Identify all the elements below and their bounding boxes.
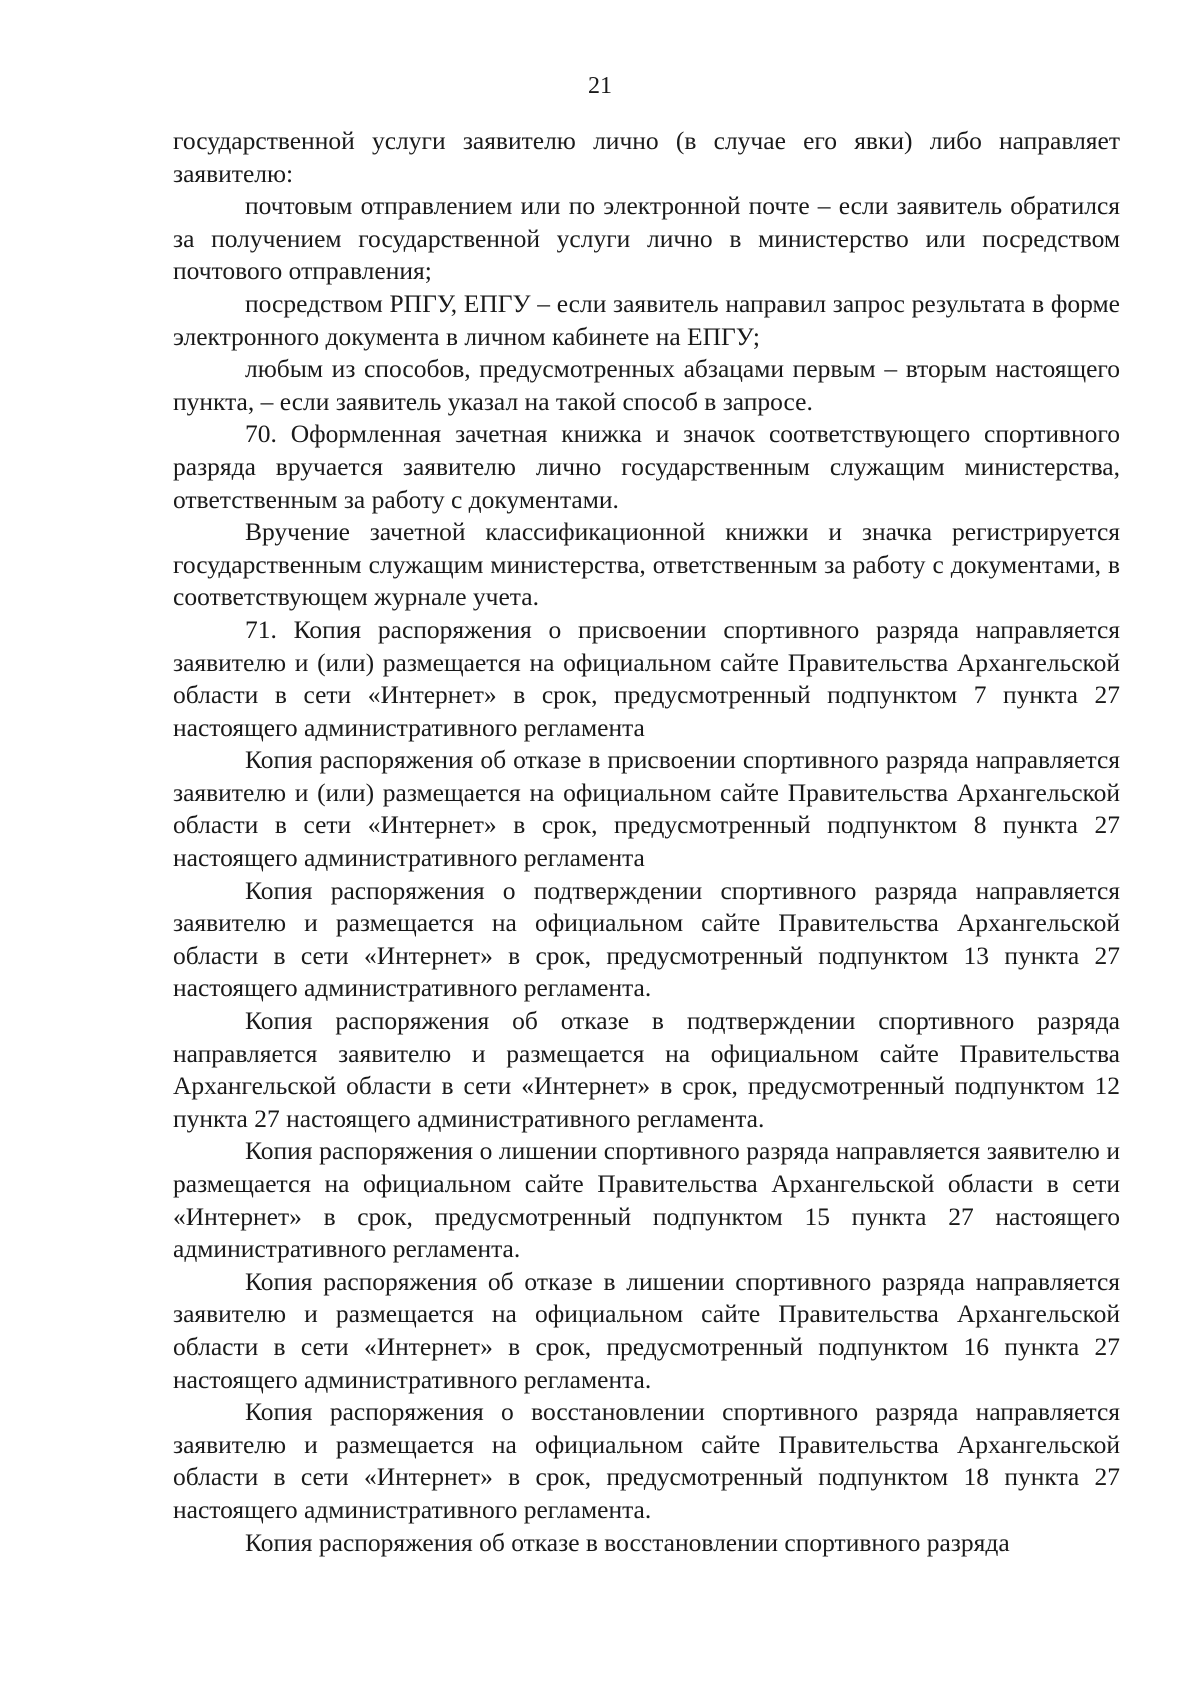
paragraph-refusal-deprivation: Копия распоряжения об отказе в лишении спортивного разряда направляется заявителю и размещается на официальном сайте Правительства Архангельской области в сети «Интернет» в срок, предусмотренный подпунктом 16 пункта 27 настоящего административного регламента. [173,1266,1120,1394]
paragraph-continuation: государственной услуги заявителю лично (в случае его явки) либо направляет заявителю: [173,126,1120,188]
paragraph-item-70: 70. Оформленная зачетная книжка и значок соответствующего спортивного разряда вручается заявителю лично государственным служащим министерства, ответственным за работу с документами. [173,419,1120,514]
paragraph-deprivation: Копия распоряжения о лишении спортивного разряда направляется заявителю и размещается на официальном сайте Правительства Архангельской области в сети «Интернет» в срок, предусмотренный подпунктом 15 пункта 27 настоящего административного регламента. [173,1136,1120,1264]
paragraph-handover-registration: Вручение зачетной классификационной книжки и значка регистрируется государственным служащим министерства, ответственным за работу с документами, в соответствующем журнале учета. [173,517,1120,612]
page-number: 21 [588,73,612,99]
paragraph-refusal-restoration: Копия распоряжения об отказе в восстановлении спортивного разряда [245,1527,1010,1557]
paragraph-confirmation: Копия распоряжения о подтверждении спортивного разряда направляется заявителю и размещается на официальном сайте Правительства Архангельской области в сети «Интернет» в срок, предусмотренный подпунктом 13 пункта 27 настоящего административного регламента. [173,875,1120,1003]
paragraph-item-71: 71. Копия распоряжения о присвоении спортивного разряда направляется заявителю и (или) размещается на официальном сайте Правительства Архангельской области в сети «Интернет» в срок, предусмотренный подпунктом 7 пункта 27 настоящего административного регламента [173,614,1120,742]
paragraph-postal-method: почтовым отправлением или по электронной почте – если заявитель обратился за получением государственной услуги лично в министерство или посредством почтового отправления; [173,191,1120,286]
paragraph-any-method: любым из способов, предусмотренных абзацами первым – вторым настоящего пункта, – если заявитель указал на такой способ в запросе. [173,354,1120,416]
paragraph-refusal-confirmation: Копия распоряжения об отказе в подтверждении спортивного разряда направляется заявителю и размещается на официальном сайте Правительства Архангельской области в сети «Интернет» в срок, предусмотренный подпунктом 12 пункта 27 настоящего административного регламента. [173,1006,1120,1133]
paragraph-rpgu-epgu-method: посредством РПГУ, ЕПГУ – если заявитель направил запрос результата в форме электронного документа в личном кабинете на ЕПГУ; [173,288,1120,351]
document-body [173,125,1120,1559]
paragraph-refusal-assignment: Копия распоряжения об отказе в присвоении спортивного разряда направляется заявителю и (или) размещается на официальном сайте Правительства Архангельской области в сети «Интернет» в срок, предусмотренный подпунктом 8 пункта 27 настоящего административного регламента [173,745,1120,873]
paragraph-restoration: Копия распоряжения о восстановлении спортивного разряда направляется заявителю и размещается на официальном сайте Правительства Архангельской области в сети «Интернет» в срок, предусмотренный подпунктом 18 пункта 27 настоящего административного регламента. [173,1397,1120,1524]
